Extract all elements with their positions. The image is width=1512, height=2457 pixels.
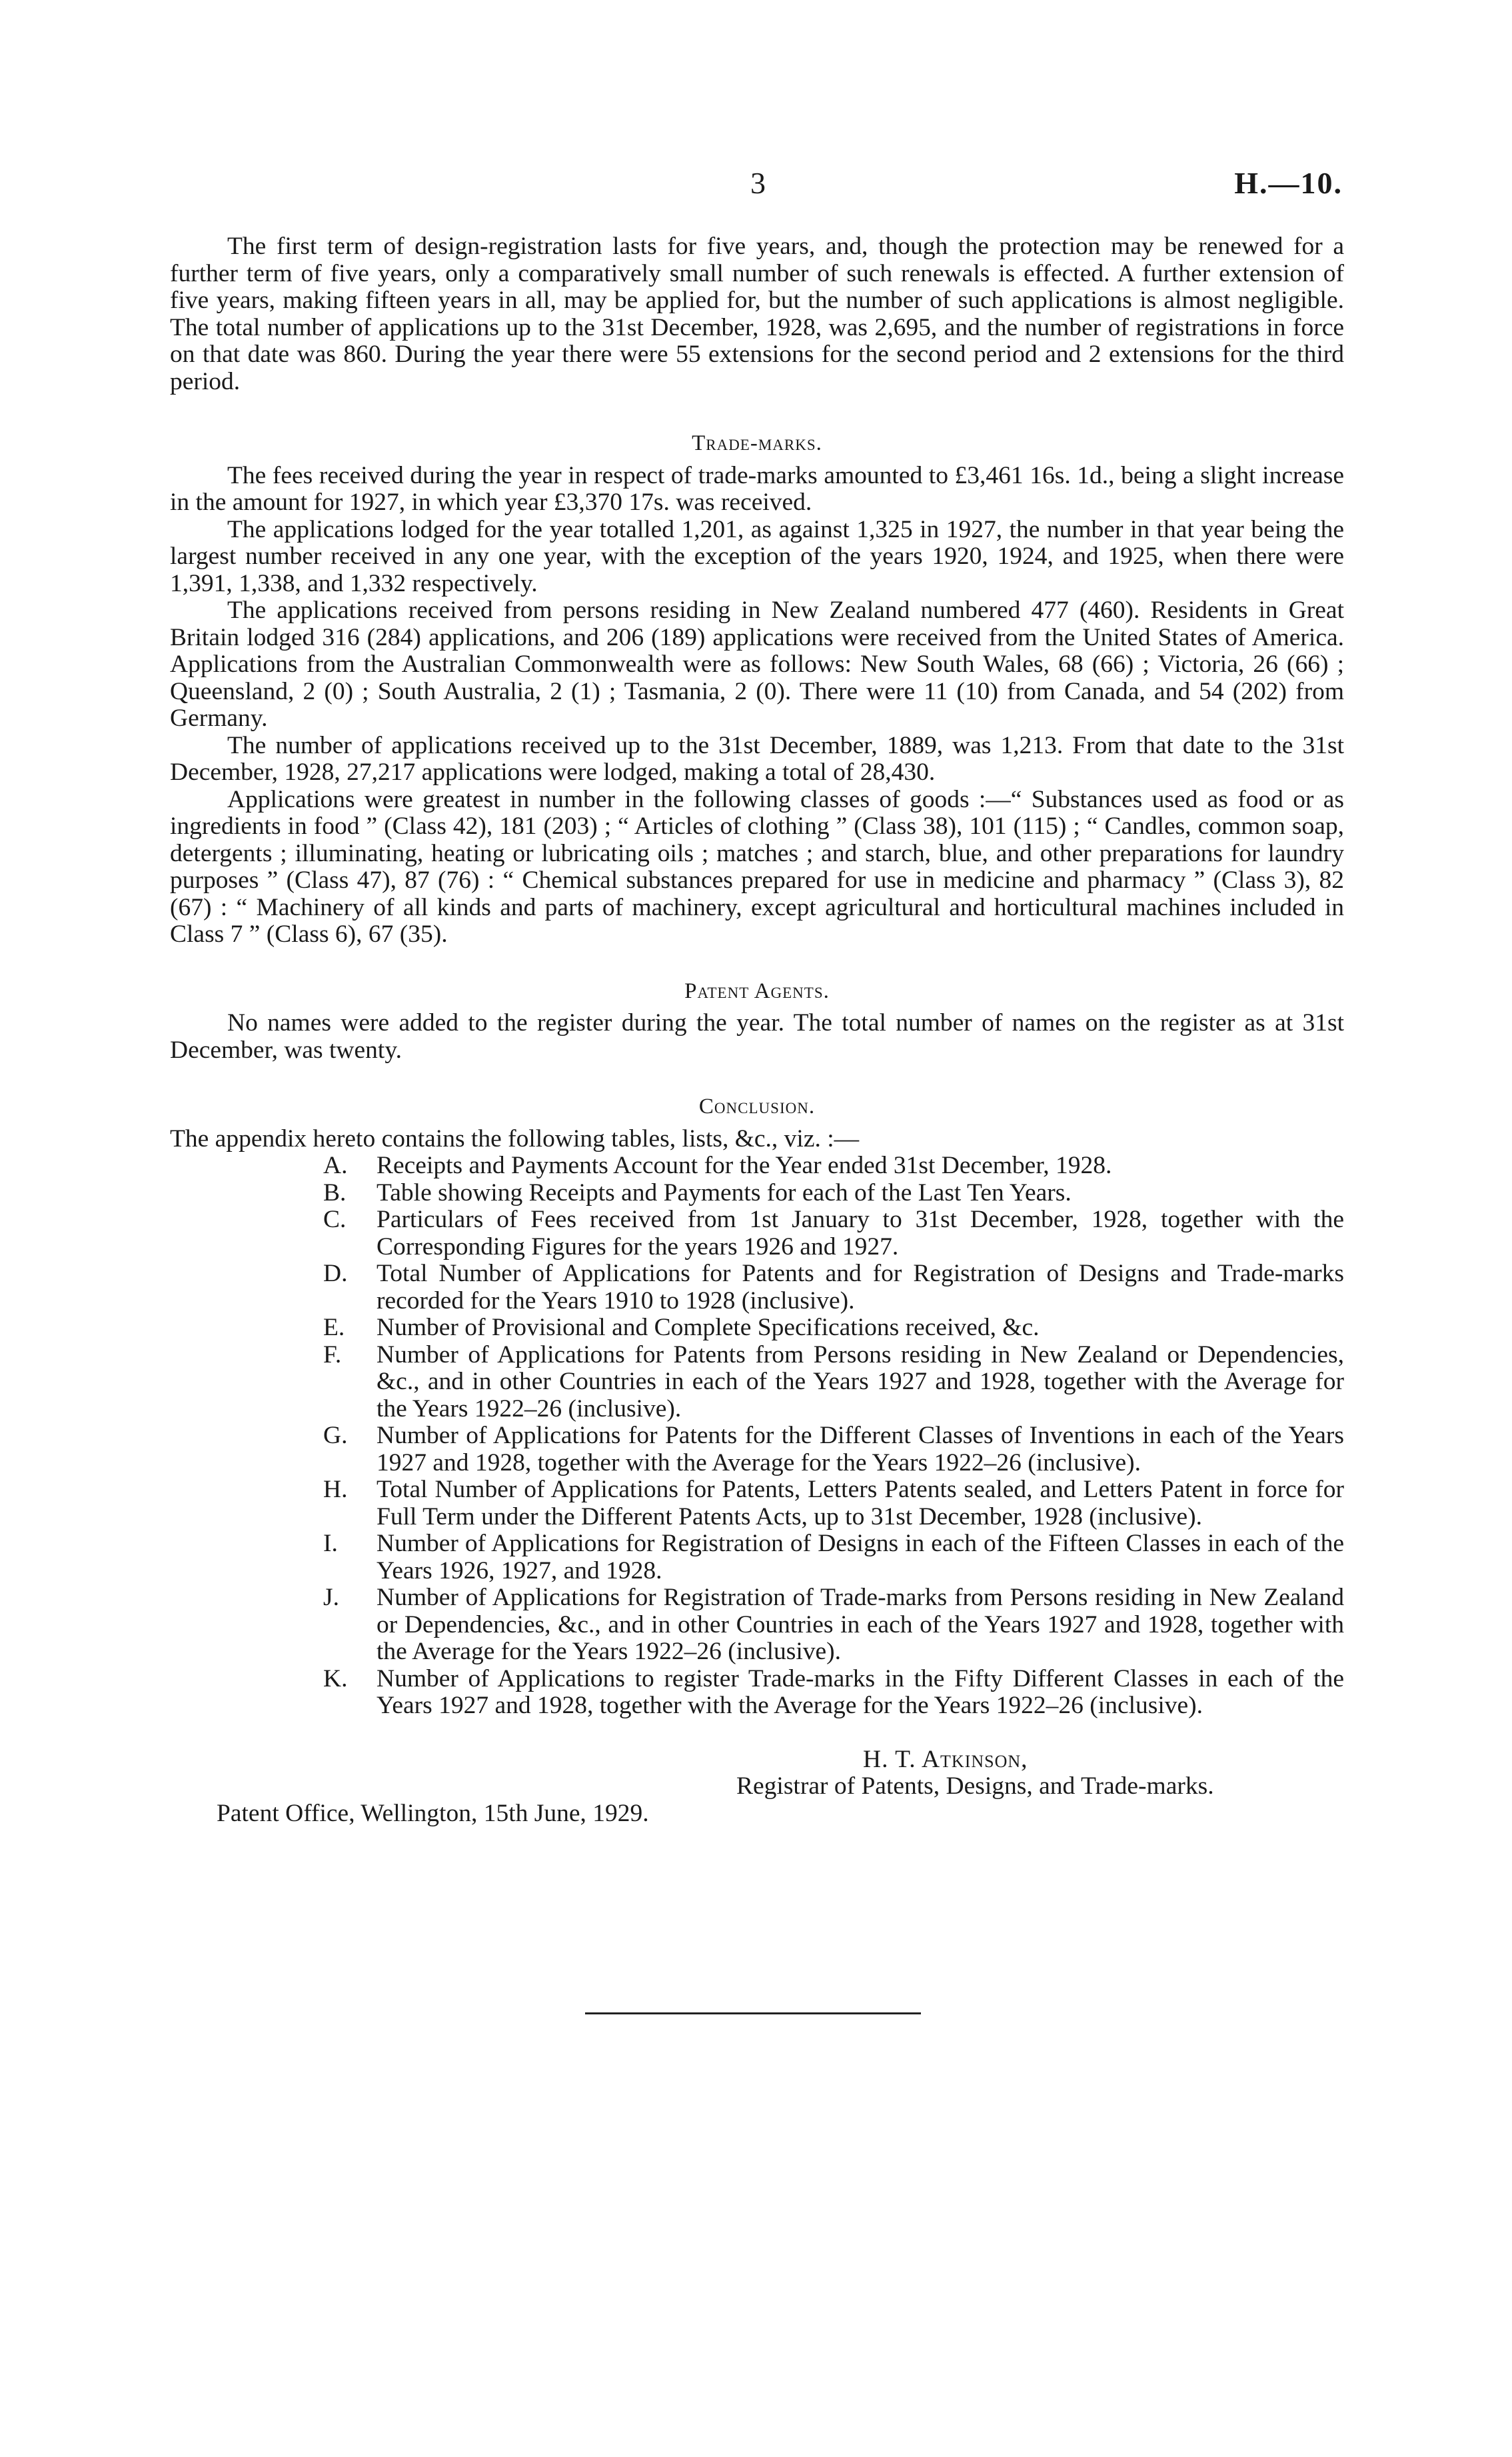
appendix-item-f	[170, 1342, 1344, 1423]
appendix-text: Number of Applications for Patents from Persons residing in New Zealand or Dependencies, &c., and in other Countries in each of the Years 1927 and 1928, together with the Average for the Years 1922–26 (inclusive).	[377, 1340, 1344, 1422]
signatory-title: Registrar of Patents, Designs, and Trade-marks.	[736, 1772, 1214, 1800]
appendix-text: Number of Applications for Registration of Trade-marks from Persons residing in New Zealand or Dependencies, &c., and in other Countries in each of the Years 1927 and 1928, together with the Average for the Years 1922–26 (inclusive).	[377, 1584, 1344, 1665]
appendix-item-h	[170, 1476, 1344, 1530]
appendix-text: Particulars of Fees received from 1st January to 31st December, 1928, together with the Corresponding Figures for the years 1926 and 1927.	[377, 1206, 1344, 1260]
appendix-item-i	[170, 1530, 1344, 1584]
appendix-letter: I.	[323, 1530, 338, 1557]
document-code: H.—10.	[1234, 166, 1343, 200]
conclusion-intro: The appendix hereto contains the following tables, lists, &c., viz. :—	[170, 1125, 860, 1153]
appendix-text: Number of Applications to register Trade-marks in the Fifty Different Classes in each of the Years 1927 and 1928, together with the Average for the Years 1922–26 (inclusive).	[377, 1664, 1344, 1719]
appendix-letter: K.	[323, 1664, 348, 1692]
appendix-item-b	[170, 1180, 1344, 1207]
appendix-text: Number of Provisional and Complete Specifications received, &c.	[377, 1314, 1040, 1341]
appendix-text: Total Number of Applications for Patents, Letters Patents sealed, and Letters Patent in force for Full Term under the Different Patents Acts, up to 31st December, 1928 (inclusive).	[377, 1476, 1344, 1530]
conclusion-heading: Conclusion.	[698, 1095, 816, 1119]
appendix-letter: H.	[323, 1476, 348, 1503]
page-number: 3	[750, 166, 766, 200]
trade-marks-residents-paragraph: The applications received from persons residing in New Zealand numbered 477 (460). Residents in Great Britain lodged 316 (284) applications, and 206 (189) applications were received from the United States of America. Applications from the Australian Commonwealth were as follows: New South Wales, 68 (66) ; Victoria, 26 (66) ; Queensland, 2 (0) ; South Australia, 2 (1) ; Tasmania, 2 (0). There were 11 (10) from Canada, and 54 (202) from Germany.	[170, 597, 1344, 732]
trade-marks-totals-paragraph: The number of applications received up to the 31st December, 1889, was 1,213. From that date to the 31st December, 1928, 27,217 applications were lodged, making a total of 28,430.	[170, 731, 1344, 786]
appendix-text: Receipts and Payments Account for the Year ended 31st December, 1928.	[377, 1152, 1112, 1179]
appendix-item-g	[170, 1422, 1344, 1476]
patent-agents-paragraph: No names were added to the register during the year. The total number of names on the register as at 31st December, was twenty.	[170, 1009, 1344, 1064]
appendix-text: Table showing Receipts and Payments for each of the Last Ten Years.	[377, 1179, 1072, 1207]
appendix-list	[170, 1153, 1344, 1720]
appendix-text: Total Number of Applications for Patents and for Registration of Designs and Trade-marks recorded for the Years 1910 to 1928 (inclusive).	[377, 1260, 1344, 1314]
appendix-letter: J.	[323, 1584, 339, 1611]
running-header	[173, 165, 1343, 205]
appendix-letter: D.	[323, 1260, 348, 1287]
appendix-letter: B.	[323, 1179, 347, 1207]
appendix-letter: A.	[323, 1152, 348, 1179]
office-date-line: Patent Office, Wellington, 15th June, 1929.	[217, 1799, 649, 1827]
appendix-letter: E.	[323, 1314, 345, 1341]
appendix-letter: C.	[323, 1206, 347, 1233]
closing-rule	[585, 2012, 921, 2014]
trade-marks-fees-paragraph: The fees received during the year in respect of trade-marks amounted to £3,461 16s. 1d., being a slight increase in the amount for 1927, in which year £3,370 17s. was received.	[170, 461, 1344, 516]
appendix-item-j	[170, 1584, 1344, 1666]
document-body	[170, 233, 1344, 1827]
signatory-name: H. T. Atkinson,	[863, 1745, 1028, 1773]
appendix-item-a	[170, 1153, 1344, 1180]
signature-block	[170, 1746, 1344, 1800]
appendix-letter: F.	[323, 1340, 342, 1368]
appendix-text: Number of Applications for Registration of Designs in each of the Fifteen Classes in each of the Years 1926, 1927, and 1928.	[377, 1530, 1344, 1584]
appendix-item-e	[170, 1314, 1344, 1342]
patent-agents-heading: Patent Agents.	[684, 979, 830, 1003]
appendix-item-d	[170, 1260, 1344, 1314]
trade-marks-heading: Trade-marks.	[692, 431, 822, 455]
appendix-item-c	[170, 1207, 1344, 1260]
design-registration-paragraph: The first term of design-registration lasts for five years, and, though the protection may be renewed for a further term of five years, only a comparatively small number of such renewals is effected. A further extension of five years, making fifteen years in all, may be applied for, but the number of such applications is almost negligible. The total number of applications up to the 31st December, 1928, was 2,695, and the number of registrations in force on that date was 860. During the year there were 55 extensions for the second period and 2 extensions for the third period.	[170, 233, 1344, 395]
appendix-item-k	[170, 1666, 1344, 1720]
trade-marks-classes-paragraph: Applications were greatest in number in the following classes of goods :—“ Substances used as food or as ingredients in food ” (Class 42), 181 (203) ; “ Articles of clothing ” (Class 38), 101 (115) ; “ Candles, common soap, detergents ; illuminating, heating or lubricating oils ; matches ; and starch, blue, and other preparations for laundry purposes ” (Class 47), 87 (76) : “ Chemical substances prepared for use in medicine and pharmacy ” (Class 3), 82 (67) : “ Machinery of all kinds and parts of machinery, except agricultural and horticultural machines included in Class 7 ” (Class 6), 67 (35).	[170, 785, 1344, 948]
appendix-text: Number of Applications for Patents for the Different Classes of Inventions in each of the Years 1927 and 1928, together with the Average for the Years 1922–26 (inclusive).	[377, 1422, 1344, 1476]
trade-marks-applications-paragraph: The applications lodged for the year totalled 1,201, as against 1,325 in 1927, the number in that year being the largest number received in any one year, with the exception of the years 1920, 1924, and 1925, when there were 1,391, 1,338, and 1,332 respectively.	[170, 515, 1344, 597]
appendix-letter: G.	[323, 1422, 348, 1449]
